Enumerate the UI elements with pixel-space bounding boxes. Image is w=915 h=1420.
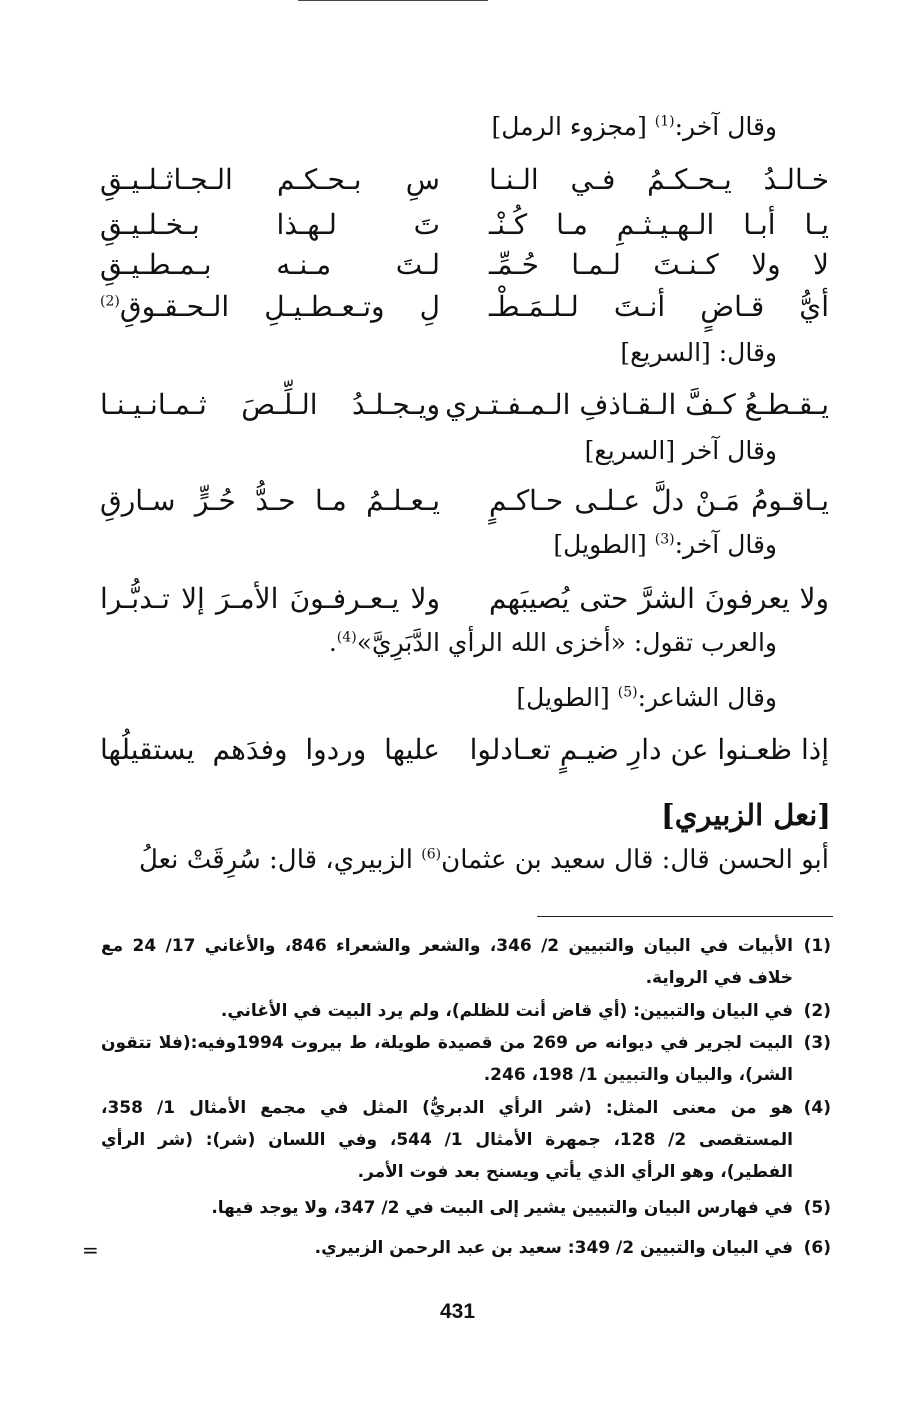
footnote-number: (4) <box>803 1098 831 1118</box>
verse-sadr: أيُّ قـاضٍ أنـتَ لـلـمَـطْـ <box>489 290 829 323</box>
meter-label: [الطويل] <box>553 530 655 559</box>
meter-label: [مجزوء الرمل] <box>491 112 655 141</box>
ajuz-text: لِ وتـعـطـيـلِ الـحـقـوقِ <box>119 290 440 323</box>
verse-sadr: يـا أبـا الـهـيـثـمِ مـا كُـنْـ <box>489 208 829 241</box>
verse-ajuz <box>100 163 440 196</box>
footnote-number: (2) <box>803 1001 831 1021</box>
footnote-number: (6) <box>803 1238 831 1258</box>
footnote-ref: (1) <box>654 113 675 130</box>
verse-ajuz: ولا يـعـرفـونَ الأمـرَ إلا تـدبُّـرا <box>100 582 440 615</box>
footnote-text: هو من معنى المثل: (شر الرأي الدبريُّ) المثل في مجمع الأمثال 1/ 358، المستقصى 2/ 128، جمهرة الأمثال 1/ 544، وفي اللسان (شر): (شر الرأي الفطير)، وهو الرأي الذي يأتي ويسنح بعد فوت الأمر. <box>101 1098 793 1182</box>
footnote <box>101 930 831 994</box>
verse-intro-3 <box>585 436 777 465</box>
section-title: [نعل الزبيري] <box>661 798 831 832</box>
verse-intro-5 <box>516 683 777 712</box>
verse-intro-4 <box>553 530 777 559</box>
intro-text: وقال آخر <box>675 436 777 465</box>
page-number: 431 <box>439 1300 476 1323</box>
verse-intro-1 <box>492 112 777 141</box>
footnote-number: (3) <box>803 1033 831 1053</box>
intro-text: وقال الشاعر: <box>637 683 777 712</box>
footnote <box>101 1027 831 1091</box>
proverb-end: . <box>328 628 337 657</box>
footnote-ref: (4) <box>336 629 357 646</box>
verse-sadr: خـالـدُ يـحـكـمُ فـي الـنـا <box>489 163 829 196</box>
footnote-text: البيت لجرير في ديوانه ص 269 من قصيدة طويلة، ط بيروت 1994وفيه:(فلا تتقون الشر)، والبيان والتبيين 1/ 198، 246. <box>101 1033 793 1085</box>
footnote-ref: (6) <box>421 846 442 863</box>
verse-ajuz: عليها وردوا وفدَهم يستقيلُها <box>100 733 440 766</box>
verse-sadr: لا ولا كـنـتَ لـمـا حُـمِّـ <box>489 248 829 281</box>
footnote <box>101 1092 831 1188</box>
footnote <box>101 1192 831 1224</box>
ajuz-text: سِ بـحـكـم الـجـاثـلـيـقِ <box>100 163 440 196</box>
meter-label: [السريع] <box>584 436 676 465</box>
footnote-ref: (2) <box>100 293 120 310</box>
proverb-line <box>329 628 777 657</box>
ajuz-text: لـتَ مـنـه بـمـطـيـقِ <box>100 248 440 281</box>
verse-sadr: ولا يعرفونَ الشرَّ حتى يُصيبَهم <box>489 582 829 615</box>
prose-text: أبو الحسن قال: قال سعيد بن عثمان <box>441 845 829 875</box>
footnote-separator <box>537 916 833 917</box>
prose-line <box>139 845 829 875</box>
footnote <box>101 995 831 1027</box>
verse-ajuz <box>100 248 440 281</box>
verse-sadr: يـقـطـعُ كـفَّ الـقـاذفِ الـمـفـتـري <box>445 388 829 421</box>
footnote-number: (5) <box>803 1198 831 1218</box>
footnote-ref: (3) <box>654 531 675 548</box>
verse-ajuz <box>100 208 440 241</box>
footnote-text: الأبيات في البيان والتبيين 2/ 346، والشعر والشعراء 846، والأغاني 17/ 24 مع خلاف في الرواية. <box>101 936 793 988</box>
intro-text: وقال: <box>710 338 777 367</box>
verse-ajuz <box>100 290 440 323</box>
ajuz-text: تَ لـهـذا بـخـلـيـقِ <box>100 208 440 241</box>
verse-sadr: إذا ظعـنوا عن دارِ ضيـمٍ تعـادلوا <box>469 733 829 766</box>
intro-text: وقال آخر: <box>674 530 777 559</box>
continuation-mark: = <box>82 1238 99 1262</box>
verse-ajuz: ويـجـلـدُ الـلِّـصَ ثـمـانـيـنـا <box>100 388 440 421</box>
footnote-text: في البيان والتبيين 2/ 349: سعيد بن عبد الرحمن الزبيري. <box>314 1238 793 1258</box>
footnote-ref: (5) <box>617 684 638 701</box>
footnote-text: في البيان والتبيين: (أي قاض أنت للظلم)، ولم يرد البيت في الأغاني. <box>220 1001 793 1021</box>
intro-text: وقال آخر: <box>674 112 777 141</box>
top-rule <box>298 0 488 1</box>
meter-label: [الطويل] <box>516 683 618 712</box>
verse-intro-2 <box>620 338 777 367</box>
footnote-text: في فهارس البيان والتبيين يشير إلى البيت في 2/ 347، ولا يوجد فيها. <box>211 1198 793 1218</box>
prose-text: الزبيري، قال: سُرِقَتْ نعلُ <box>138 845 422 875</box>
meter-label: [السريع] <box>620 338 711 367</box>
footnote-number: (1) <box>803 936 831 956</box>
footnote <box>101 1232 831 1264</box>
verse-sadr: يـاقـومُ مَـنْ دلَّ عـلـى حـاكـمٍ <box>489 484 829 517</box>
verse-ajuz: يـعـلـمُ مـا حـدُّ حُـرٍّ سـارقِ <box>100 484 440 517</box>
proverb-text: والعرب تقول: «أخزى الله الرأي الدَّبَرِيَّ» <box>356 628 777 657</box>
